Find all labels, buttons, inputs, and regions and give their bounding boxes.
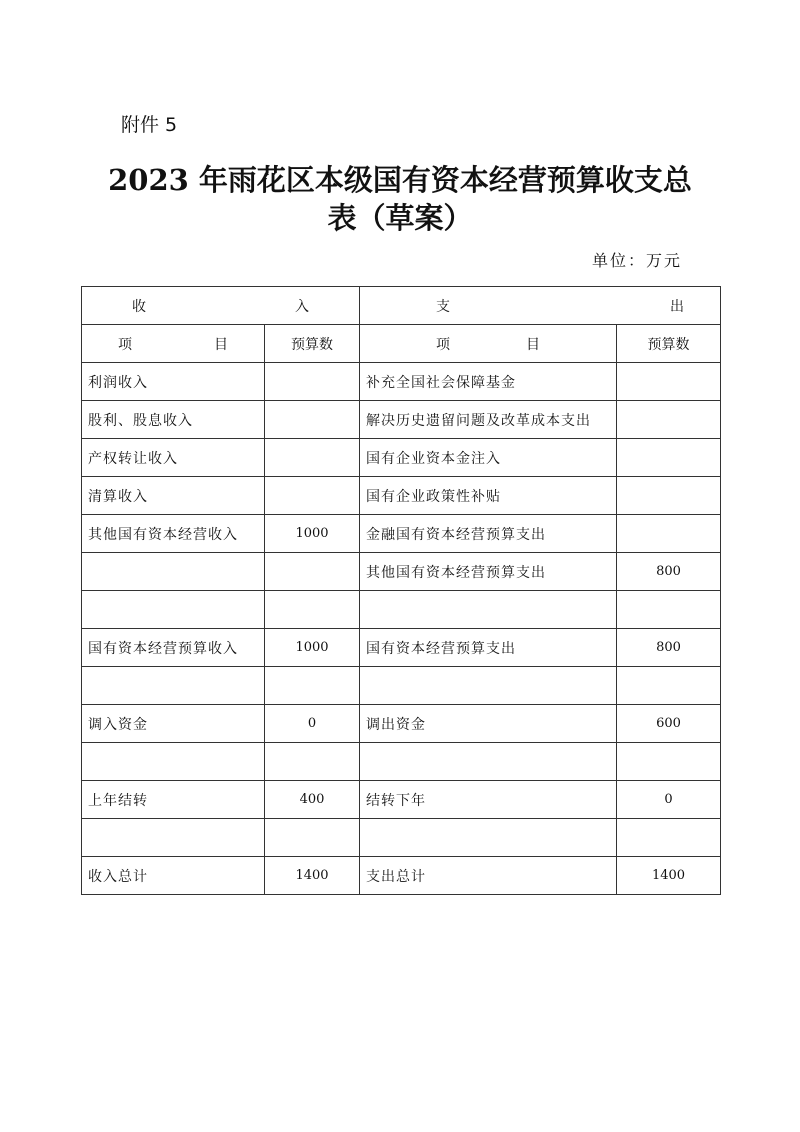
income-value-cell [265,819,360,857]
income-item-cell: 股利、股息收入 [82,401,265,439]
income-value-cell [265,401,360,439]
table-row [82,401,721,439]
table-row [82,781,721,819]
table-row [82,553,721,591]
income-item-cell [82,667,265,705]
table-header-row-sections [82,287,721,325]
expense-item-cell: 解决历史遗留问题及改革成本支出 [360,401,617,439]
expense-header-char-1: 支 [436,298,450,315]
expense-item-cell: 其他国有资本经营预算支出 [360,553,617,591]
income-item-header [82,325,265,363]
expense-value-cell [617,363,721,401]
table-row [82,439,721,477]
table-row [82,591,721,629]
attachment-label: 附件 5 [121,114,178,136]
table-row [82,857,721,895]
expense-item-cell: 结转下年 [360,781,617,819]
income-value-cell [265,591,360,629]
expense-value-cell: 800 [617,553,721,591]
expense-item-header [360,325,617,363]
income-section-header [82,287,360,325]
expense-value-cell: 0 [617,781,721,819]
income-value-cell: 0 [265,705,360,743]
income-item-cell [82,553,265,591]
table-header-row-columns [82,325,721,363]
expense-item-header-char-1: 项 [436,336,450,353]
table-row [82,743,721,781]
income-item-cell: 国有资本经营预算收入 [82,629,265,667]
page-title-line2: 表（草案） [327,201,473,235]
page-title-line1: 2023 年雨花区本级国有资本经营预算收支总 [108,163,692,197]
table-row [82,705,721,743]
expense-item-cell [360,819,617,857]
income-value-cell: 1000 [265,629,360,667]
income-value-cell [265,477,360,515]
expense-value-cell: 600 [617,705,721,743]
expense-value-cell [617,591,721,629]
income-value-cell: 1400 [265,857,360,895]
table-row [82,515,721,553]
table-row [82,629,721,667]
income-item-cell: 利润收入 [82,363,265,401]
income-item-cell: 收入总计 [82,857,265,895]
expense-value-cell: 800 [617,629,721,667]
expense-item-cell [360,591,617,629]
expense-item-cell: 补充全国社会保障基金 [360,363,617,401]
income-item-cell [82,591,265,629]
expense-header-char-2: 出 [670,298,684,315]
income-header-char-2: 入 [295,298,309,315]
unit-label: 单位：万元 [592,251,683,270]
expense-value-cell [617,439,721,477]
expense-item-cell: 国有企业资本金注入 [360,439,617,477]
table-row [82,819,721,857]
expense-value-cell: 1400 [617,857,721,895]
income-budget-header: 预算数 [265,325,360,363]
expense-item-cell: 国有资本经营预算支出 [360,629,617,667]
expense-value-cell [617,743,721,781]
income-item-cell: 产权转让收入 [82,439,265,477]
income-item-cell: 上年结转 [82,781,265,819]
expense-item-cell [360,743,617,781]
income-value-cell: 400 [265,781,360,819]
income-value-cell [265,743,360,781]
income-item-cell: 调入资金 [82,705,265,743]
income-value-cell [265,439,360,477]
expense-item-cell: 调出资金 [360,705,617,743]
expense-item-header-char-2: 目 [526,336,540,353]
expense-item-cell: 金融国有资本经营预算支出 [360,515,617,553]
expense-value-cell [617,819,721,857]
expense-value-cell [617,401,721,439]
expense-value-cell [617,477,721,515]
income-item-header-char-2: 目 [214,336,228,353]
expense-value-cell [617,515,721,553]
income-header-char-1: 收 [132,298,146,315]
expense-section-header [360,287,721,325]
income-item-cell: 清算收入 [82,477,265,515]
income-item-cell [82,819,265,857]
income-value-cell: 1000 [265,515,360,553]
budget-table [81,286,721,895]
table-row [82,667,721,705]
income-value-cell [265,363,360,401]
income-item-cell [82,743,265,781]
expense-item-cell: 国有企业政策性补贴 [360,477,617,515]
income-value-cell [265,667,360,705]
expense-item-cell [360,667,617,705]
expense-budget-header: 预算数 [617,325,721,363]
income-item-cell: 其他国有资本经营收入 [82,515,265,553]
table-row [82,477,721,515]
income-value-cell [265,553,360,591]
expense-value-cell [617,667,721,705]
expense-item-cell: 支出总计 [360,857,617,895]
income-item-header-char-1: 项 [118,336,132,353]
table-row [82,363,721,401]
